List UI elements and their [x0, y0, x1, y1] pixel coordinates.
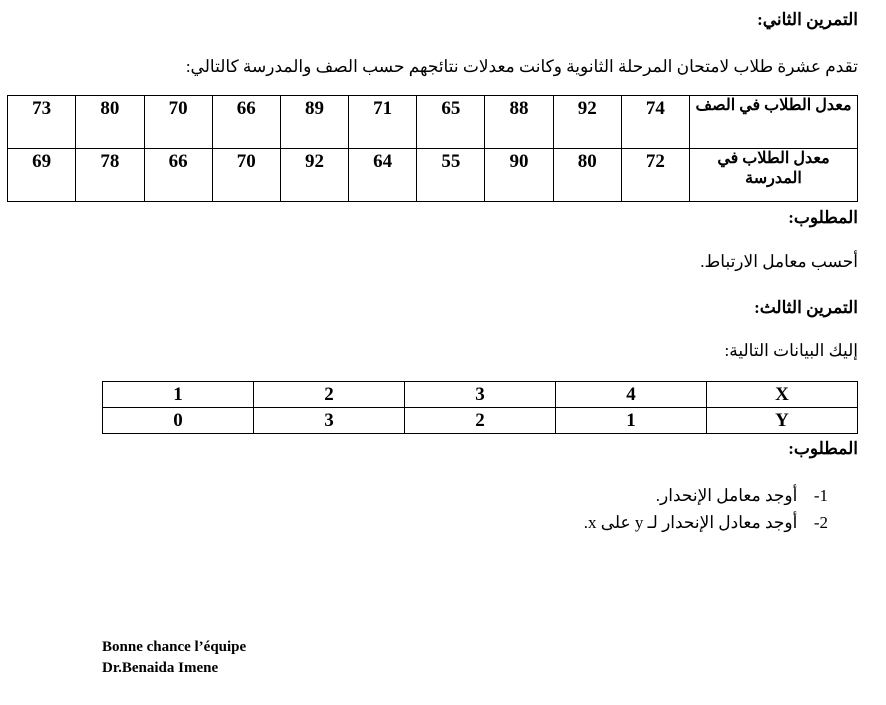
table-cell: 0 — [103, 408, 254, 434]
table-cell: 72 — [621, 149, 689, 202]
row-label: معدل الطلاب في الصف — [690, 96, 858, 149]
table-cell: 1 — [103, 382, 254, 408]
task-text: أوجد معادل الإنحدار لـ y على x. — [583, 513, 798, 532]
exercise2-table — [7, 95, 858, 202]
row-label: X — [707, 382, 858, 408]
table-cell: 64 — [349, 149, 417, 202]
table-cell: 4 — [556, 382, 707, 408]
table-cell: 80 — [76, 96, 144, 149]
table-cell: 80 — [553, 149, 621, 202]
row-label: Y — [707, 408, 858, 434]
exercise3-title: التمرين الثالث: — [754, 298, 858, 317]
table-cell: 69 — [8, 149, 76, 202]
list-item — [584, 482, 828, 509]
table-cell: 90 — [485, 149, 553, 202]
exercise3-required-label: المطلوب: — [788, 439, 858, 458]
table-cell: 2 — [254, 382, 405, 408]
table-row — [8, 96, 858, 149]
exercise2-required-label: المطلوب: — [788, 208, 858, 227]
table-cell: 71 — [349, 96, 417, 149]
exercise2-intro: تقدم عشرة طلاب لامتحان المرحلة الثانوية وكانت معدلات نتائجهم حسب الصف والمدرسة كالتالي: — [185, 57, 858, 76]
table-cell: 66 — [212, 96, 280, 149]
task-number: 1- — [813, 486, 828, 505]
exercise3-table — [102, 381, 858, 434]
table-cell: 70 — [212, 149, 280, 202]
table-cell: 2 — [405, 408, 556, 434]
table-cell: 1 — [556, 408, 707, 434]
table-row — [103, 408, 858, 434]
table-cell: 3 — [405, 382, 556, 408]
task-text: أوجد معامل الإنحدار. — [655, 486, 798, 505]
table-cell: 92 — [280, 149, 348, 202]
table-cell: 92 — [553, 96, 621, 149]
footer-line1: Bonne chance l’équipe — [102, 639, 247, 655]
exercise2-task: أحسب معامل الارتباط. — [700, 252, 858, 271]
table-cell: 3 — [254, 408, 405, 434]
table-cell: 55 — [417, 149, 485, 202]
exercise3-intro: إليك البيانات التالية: — [724, 341, 858, 360]
exercise3-task-list — [584, 482, 828, 536]
footer-signature: Dr.Benaida Imene — [102, 660, 219, 676]
table-cell: 88 — [485, 96, 553, 149]
table-cell: 78 — [76, 149, 144, 202]
table-cell: 70 — [144, 96, 212, 149]
table-cell: 89 — [280, 96, 348, 149]
table-cell: 73 — [8, 96, 76, 149]
list-item — [584, 509, 828, 536]
table-cell: 74 — [621, 96, 689, 149]
exercise2-title: التمرين الثاني: — [757, 10, 858, 29]
task-number: 2- — [813, 513, 828, 532]
table-cell: 66 — [144, 149, 212, 202]
table-row — [8, 149, 858, 202]
table-row — [103, 382, 858, 408]
table-cell: 65 — [417, 96, 485, 149]
row-label: معدل الطلاب في المدرسة — [690, 149, 858, 202]
